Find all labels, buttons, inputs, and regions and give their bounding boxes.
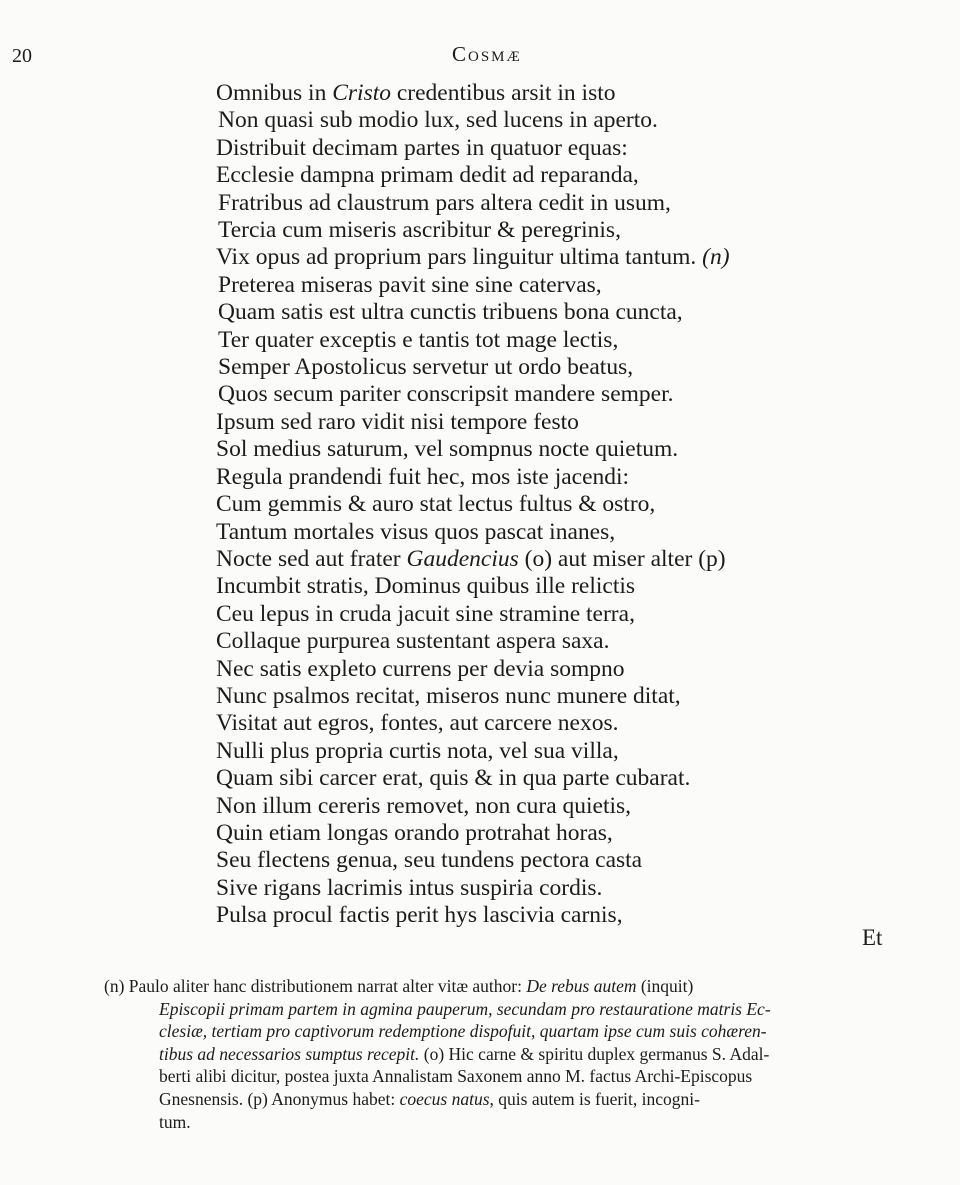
verse-line [216,683,916,710]
roman-text: Ecclesie dampna primam dedit ad reparanda, [216,162,639,189]
verse-line [216,381,916,408]
footnote-line [104,1065,924,1088]
running-head: Cosmæ [452,42,522,66]
footnotes-block [104,975,924,1133]
footnote-line [104,975,924,998]
verse-line [216,190,916,217]
footnote-line [104,998,924,1021]
footnote-line [104,1088,924,1111]
italic-text: clesiæ, tertiam pro captivorum redemptione dispofuit, quartam ipse cum suis cohæren- [159,1021,767,1042]
roman-text: Vix opus ad proprium pars linguitur ultima tantum. [216,244,703,271]
roman-text: Sol medius saturum, vel sompnus nocte quietum. [216,436,679,463]
verse-line [216,244,916,271]
roman-text: Preterea miseras pavit sine sine catervas, [218,271,602,298]
italic-text: De rebus autem [526,976,637,996]
verse-line [216,135,916,162]
roman-text: Pulsa procul factis perit hys lascivia carnis, [216,902,623,929]
roman-text: Quam sibi carcer erat, quis & in qua parte cubarat. [216,765,691,792]
italic-text: Gaudencius [406,545,519,572]
roman-text: Quos secum pariter conscripsit mandere semper. [218,381,674,408]
roman-text: Quin etiam longas orando protrahat horas, [216,819,613,846]
roman-text: Cum gemmis & auro stat lectus fultus & ostro, [216,491,656,518]
italic-text: Cristo [332,80,391,106]
verse-line [216,80,916,107]
roman-text: Nulli plus propria curtis nota, vel sua villa, [216,737,619,764]
roman-text: Incumbit stratis, Dominus quibus ille relictis [216,573,636,600]
verse-line [216,820,916,847]
roman-text: Semper Apostolicus servetur ut ordo beatus, [218,354,634,381]
italic-text: coecus natus [399,1088,490,1109]
verse-line [216,519,916,546]
roman-text: Distribuit decimam partes in quatuor equas: [216,134,628,161]
verse-line [216,902,916,929]
italic-text: Episcopii primam partem in agmina pauperum, secundam pro restauratione matris Ec- [159,998,771,1019]
italic-text: tibus ad necessarios sumptus recepit. [159,1043,420,1064]
roman-text: Ter quater exceptis e tantis tot mage lectis, [218,326,619,353]
roman-text: Non illum cereris removet, non cura quietis, [216,792,632,819]
verse-line [216,847,916,874]
catchword: Et [862,925,883,950]
roman-text: Nunc psalmos recitat, miseros nunc munere ditat, [216,682,681,709]
roman-text: (o) Hic carne & spiritu duplex germanus S. Adal- [419,1043,770,1064]
page-number: 20 [12,45,32,67]
verse-line [216,628,916,655]
verse-line [216,573,916,600]
verse-line [216,107,916,134]
roman-text: Nocte sed aut frater [216,545,407,572]
verse-line [216,327,916,354]
roman-text: (inquit) [636,976,694,996]
verse-line [216,546,916,573]
roman-text: Fratribus ad claustrum pars altera cedit in usum, [218,189,671,216]
verse-line [216,656,916,683]
footnote-line [104,1111,924,1134]
verse-line [216,162,916,189]
verse-line [216,299,916,326]
roman-text: Collaque purpurea sustentant aspera saxa. [216,628,610,655]
verse-line [216,710,916,737]
roman-text: Ipsum sed raro vidit nisi tempore festo [216,408,579,435]
roman-text: Non quasi sub modio lux, sed lucens in aperto. [218,107,658,134]
verse-line [216,354,916,381]
verse-line [216,464,916,491]
verse-line [216,875,916,902]
roman-text: berti alibi dicitur, postea juxta Annalistam Saxonem anno M. factus Archi-Episcopus [159,1066,753,1087]
verse-line [216,491,916,518]
roman-text: Sive rigans lacrimis intus suspiria cordis. [216,874,603,901]
verse-line [216,738,916,765]
verse-line [216,409,916,436]
roman-text: Tantum mortales visus quos pascat inanes, [216,518,616,545]
roman-text: Visitat aut egros, fontes, aut carcere nexos. [216,710,619,737]
roman-text: Ceu lepus in cruda jacuit sine stramine terra, [216,600,635,627]
verse-line [216,793,916,820]
roman-text: Omnibus in [216,80,333,106]
footnote-line [104,1020,924,1043]
roman-text: Quam satis est ultra cunctis tribuens bona cuncta, [218,299,683,326]
roman-text: Seu flectens genua, seu tundens pectora casta [216,847,643,874]
verse-block [216,80,916,930]
roman-text: credentibus arsit in isto [391,80,616,106]
roman-text: (o) aut miser alter (p) [518,545,726,572]
verse-line [216,601,916,628]
roman-text: Regula prandendi fuit hec, mos iste jacendi: [216,463,630,490]
verse-line [216,436,916,463]
roman-text: tum. [159,1111,191,1132]
footnote-line [104,1043,924,1066]
verse-line [216,272,916,299]
roman-text: , quis autem is fuerit, incogni- [489,1088,700,1109]
verse-line [216,765,916,792]
roman-text: (n) Paulo aliter hanc distributionem narrat alter vitæ author: [104,976,527,996]
roman-text: Tercia cum miseris ascribitur & peregrinis, [218,217,621,244]
italic-text: (n) [702,244,730,271]
roman-text: Gnesnensis. (p) Anonymus habet: [159,1088,400,1109]
roman-text: Nec satis expleto currens per devia sompno [216,655,625,682]
verse-line [216,217,916,244]
